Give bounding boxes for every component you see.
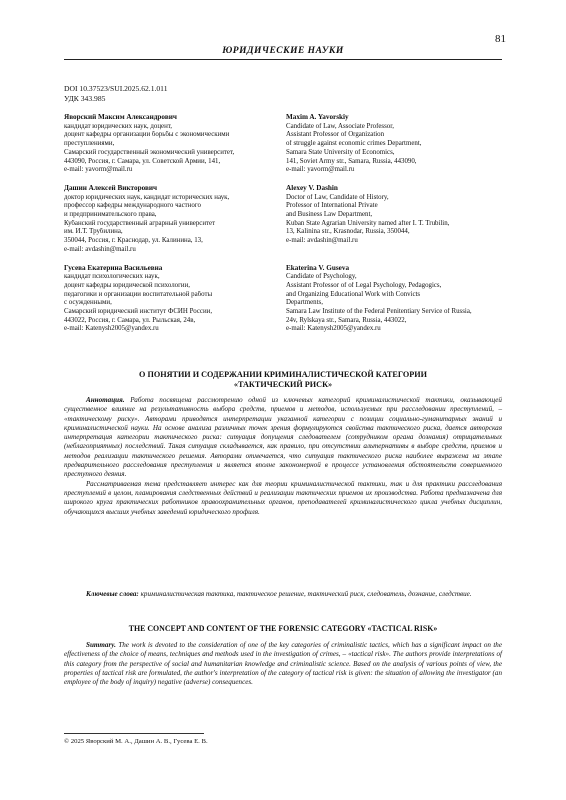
title-ru-line-2: «ТАКТИЧЕСКИЙ РИСК» <box>233 380 333 389</box>
author-affiliation-line: 24v, Rylskaya str., Samara, Russia, 443022, <box>286 316 407 324</box>
article-title-en: THE CONCEPT AND CONTENT OF THE FORENSIC CATEGORY «TACTICAL RISK» <box>128 624 438 633</box>
author-email[interactable]: e-mail: Katenysh2005@yandex.ru <box>64 325 159 333</box>
author-affiliation-line: Professor of International Private <box>286 202 378 210</box>
author-name: Ekaterina V. Guseva <box>286 263 350 272</box>
abstract-label: Аннотация. <box>86 396 125 404</box>
section-heading: ЮРИДИЧЕСКИЕ НАУКИ <box>222 46 344 56</box>
author-affiliation-line: Assistant Professor of of Legal Psychology, Pedagogics, <box>286 281 442 289</box>
abstract-text-1: Работа посвящена рассмотрению одной из ключевых категорий криминалистической тактики, оказывающей существенное влияние на результативность выбора средств, приемов и методов, используемых при расследовании преступлений, – «тактическому риску». Авторами приводятся интерпретации указанной категории с позиции социально-гуманитарных знаний и криминалистической науки. На основе анализа различных точек зрения формулируются свойства тактического риска, дается авторская интерпретация категории тактического риска: ситуация допущения следователем (сотрудником органа дознания) отрицательных (неблагоприятных) последствий. Такая ситуация складывается, как правило, при отсутствии альтернативы в выборе средств, приемов и методов реализации тактического решения. Авторами отмечается, что ситуация тактического риска наиболее выражена на этапе предварительного расследования преступления и является вполне закономерной в процессе установления обстоятельств совершенного преступного деяния. <box>64 396 502 479</box>
summary-text: The work is devoted to the consideration of one of the key categories of criminalistic tactics, which has a significant impact on the effectiveness of the choice of means, techniques and methods used in the investigation of crimes, – «tactical risk». The authors provide interpretations of this category from the perspective of social and humanitarian knowledge and criminalistic science. Based on the analysis of various points of view, the properties of tactical risk are formulated, the author's interpretation of the category of tactical risk is given: the situation of allowing the investigator (an employee of the body of inquiry) negative (adverse) consequences. <box>64 641 502 687</box>
author-info-en <box>286 184 504 255</box>
author-affiliation-line: Самарский государственный экономический университет, <box>64 148 235 156</box>
author-name: Гусева Екатерина Васильевна <box>64 263 163 272</box>
author-name: Maxim A. Yavorskiy <box>286 113 349 121</box>
keywords-ru <box>64 590 502 599</box>
author-affiliation-line: Candidate of Psychology, <box>286 273 357 281</box>
abstract-paragraph-2: Рассматриваемая тема представляет интерес как для теории криминалистической тактики, так и для практики расследования преступлений в целом, планирования следственных действий и реализации тактических приемов их производства. Работа предназначена для широкого круга практических работников правоохранительных органов, преподавателей криминалистического цикла учебных дисциплин, обучающихся высших учебных заведений юридического профиля. <box>64 479 502 516</box>
title-ru-line-1: О ПОНЯТИИ И СОДЕРЖАНИИ КРИМИНАЛИСТИЧЕСКОЙ КАТЕГОРИИ <box>139 370 427 379</box>
author-affiliation-line: 13, Kalinina str., Krasnodar, Russia, 350044, <box>286 228 410 236</box>
article-title-ru <box>64 370 502 390</box>
author-email[interactable]: e-mail: avdashin@mail.ru <box>286 237 358 245</box>
author-info-ru <box>64 264 282 335</box>
author-affiliation-line: профессор кафедры международного частного <box>64 202 201 210</box>
author-affiliation-line: of struggle against economic crimes Department, <box>286 140 422 148</box>
author-name: Alexey V. Dashin <box>286 183 338 192</box>
author-affiliation-line: Kuban State Agrarian University named after I. T. Trubilin, <box>286 219 450 227</box>
author-affiliation-line: им. И.Т. Трубилина, <box>64 228 123 236</box>
author-affiliation-line: 141, Soviet Army str., Samara, Russia, 443090, <box>286 157 417 165</box>
author-affiliation-line: кандидат юридических наук, доцент, <box>64 122 172 130</box>
abstract-paragraph-1 <box>64 396 502 480</box>
page-number: 81 <box>495 33 506 45</box>
author-affiliation-line: Samara State University of Economics, <box>286 148 395 156</box>
author-info-ru <box>64 184 282 255</box>
article-meta <box>64 84 168 104</box>
author-affiliation-line: Departments, <box>286 299 323 307</box>
author-affiliation-line: 443090, Россия, г. Самара, ул. Советской Армии, 141, <box>64 157 221 165</box>
header-rule <box>64 59 502 60</box>
author-affiliation-line: доцент кафедры организации борьбы с экономическими <box>64 131 230 139</box>
author-email[interactable]: e-mail: avdashin@mail.ru <box>64 245 136 253</box>
author-info-ru <box>64 113 282 175</box>
author-affiliation-line: Doctor of Law, Candidate of History, <box>286 193 389 201</box>
keywords-text: криминалистическая тактика, тактическое решение, тактический риск, следователь, дознание, следствие. <box>140 590 472 598</box>
udk: УДК 343.985 <box>64 94 106 103</box>
author-row <box>64 113 504 175</box>
author-affiliation-line: and Business Law Department, <box>286 211 373 219</box>
author-name: Яворский Максим Александрович <box>64 113 177 121</box>
author-affiliation-line: кандидат психологических наук, <box>64 273 160 281</box>
author-info-en <box>286 264 504 335</box>
author-email[interactable]: e-mail: yavorm@mail.ru <box>286 166 355 174</box>
copyright-line: © 2025 Яворский М. А., Дашин А. В., Гусева Е. В. <box>64 738 208 745</box>
author-affiliation-line: педагогики и организации воспитательной работы <box>64 290 213 298</box>
authors-block <box>64 113 504 343</box>
author-row <box>64 184 504 255</box>
author-affiliation-line: 443022, Россия, г. Самара, ул. Рыльская, 24в, <box>64 316 196 324</box>
author-email[interactable]: e-mail: Katenysh2005@yandex.ru <box>286 325 381 333</box>
author-affiliation-line: Assistant Professor of Organization <box>286 131 385 139</box>
keywords-label: Ключевые слова: <box>86 590 139 598</box>
author-affiliation-line: Кубанский государственный аграрный университет <box>64 219 216 227</box>
footnote-rule <box>64 733 204 734</box>
author-affiliation-line: Candidate of Law, Associate Professor, <box>286 122 394 130</box>
author-row <box>64 264 504 335</box>
author-affiliation-line: Самарский юридический институт ФСИН России, <box>64 308 213 316</box>
author-name: Дашин Алексей Викторович <box>64 183 158 192</box>
author-affiliation-line: Samara Law Institute of the Federal Penitentiary Service of Russia, <box>286 308 472 316</box>
author-affiliation-line: и предпринимательского права, <box>64 211 157 219</box>
author-affiliation-line: доктор юридических наук, кандидат исторических наук, <box>64 193 230 201</box>
summary-en <box>64 641 502 687</box>
author-affiliation-line: 350044, Россия, г. Краснодар, ул. Калинина, 13, <box>64 237 203 245</box>
abstract-ru <box>64 396 502 517</box>
author-email[interactable]: e-mail: yavorm@mail.ru <box>64 166 133 174</box>
author-affiliation-line: преступлениями, <box>64 140 115 148</box>
summary-label: Summary. <box>86 641 116 649</box>
author-info-en <box>286 113 504 175</box>
author-affiliation-line: с осужденными, <box>64 299 112 307</box>
doi[interactable]: DOI 10.37523/SUI.2025.62.1.011 <box>64 84 168 93</box>
author-affiliation-line: доцент кафедры юридической психологии, <box>64 281 191 289</box>
author-affiliation-line: and Organizing Educational Work with Convicts <box>286 290 421 298</box>
